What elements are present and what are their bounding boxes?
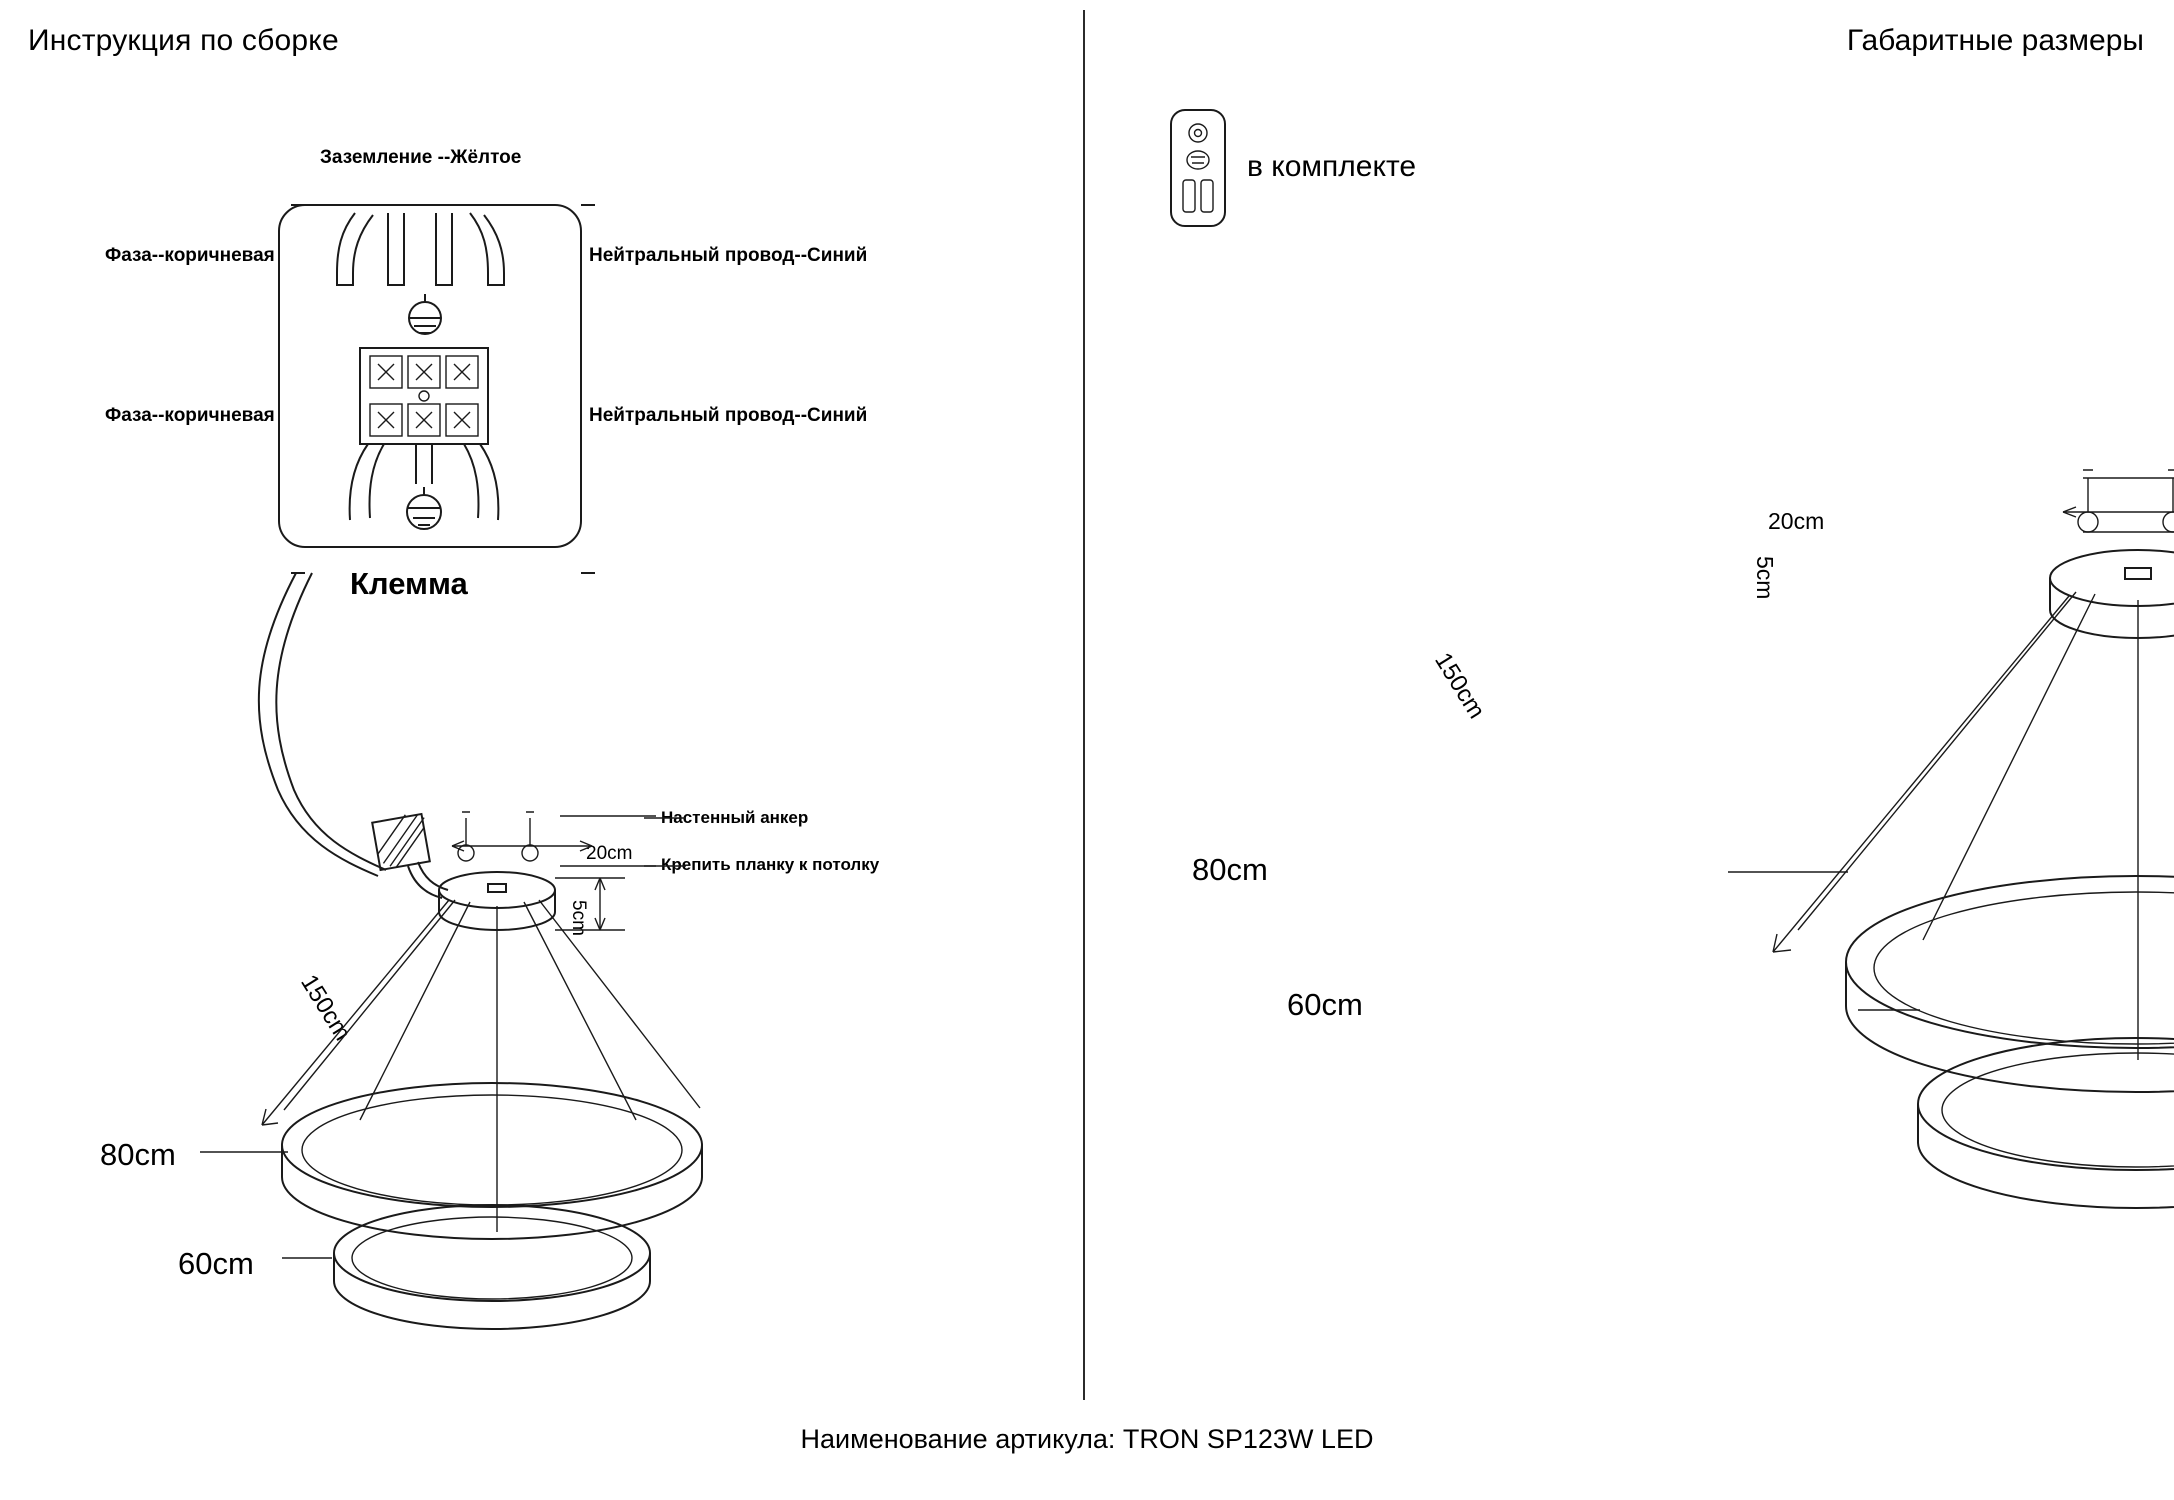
label-phase-bottom: Фаза--коричневая: [105, 405, 275, 426]
ceiling-plate-right: [2050, 550, 2174, 638]
plate-dimension-detail-right: [2063, 470, 2174, 612]
dimension-plate-span-right: 20cm: [1768, 508, 1825, 534]
dimension-anchor-height: 5cm: [568, 900, 589, 936]
earth-symbol-lower: [407, 487, 441, 529]
dimension-outer-ring-left: 80cm: [100, 1137, 176, 1172]
supply-cable: [259, 573, 386, 876]
assembly-diagram: [0, 0, 1083, 1400]
terminal-connector: [360, 348, 488, 444]
dimension-plate-height-right: 5cm: [1752, 556, 1778, 600]
dimension-inner-ring-right: 60cm: [1287, 987, 1363, 1022]
dimension-anchor-span: 20cm: [586, 843, 633, 864]
fixture-left: [262, 900, 702, 1329]
label-phase-top: Фаза--коричневая: [105, 245, 275, 266]
page-title-right: Габаритные размеры: [1846, 24, 2144, 57]
page-title-left: Инструкция по сборке: [28, 24, 339, 57]
dimension-outer-ring-right: 80cm: [1192, 852, 1268, 887]
earth-symbol-upper: [409, 294, 441, 334]
remote-control-icon: [1171, 110, 1225, 226]
remote-included-label: в комплекте: [1247, 150, 1417, 183]
label-terminal: Клемма: [350, 566, 468, 601]
article-name: Наименование артикула: TRON SP123W LED: [800, 1424, 1374, 1454]
fixture-right: [1773, 592, 2174, 1208]
dimension-cable-length-right: 150cm: [1429, 648, 1491, 724]
label-ground: Заземление --Жёлтое: [320, 147, 522, 168]
label-neutral-top: Нейтральный провод--Синий: [589, 245, 868, 266]
wall-anchor: [372, 812, 448, 898]
dimension-cable-length-left: 150cm: [295, 970, 357, 1046]
label-wall-anchor: Настенный анкер: [661, 808, 809, 827]
label-ceiling-bracket: Крепить планку к потолку: [661, 855, 880, 874]
dimension-inner-ring-left: 60cm: [178, 1246, 254, 1281]
terminal-wires-top: [337, 213, 504, 285]
label-neutral-bottom: Нейтральный провод--Синий: [589, 405, 868, 426]
dimensions-diagram: [1083, 0, 2174, 1400]
